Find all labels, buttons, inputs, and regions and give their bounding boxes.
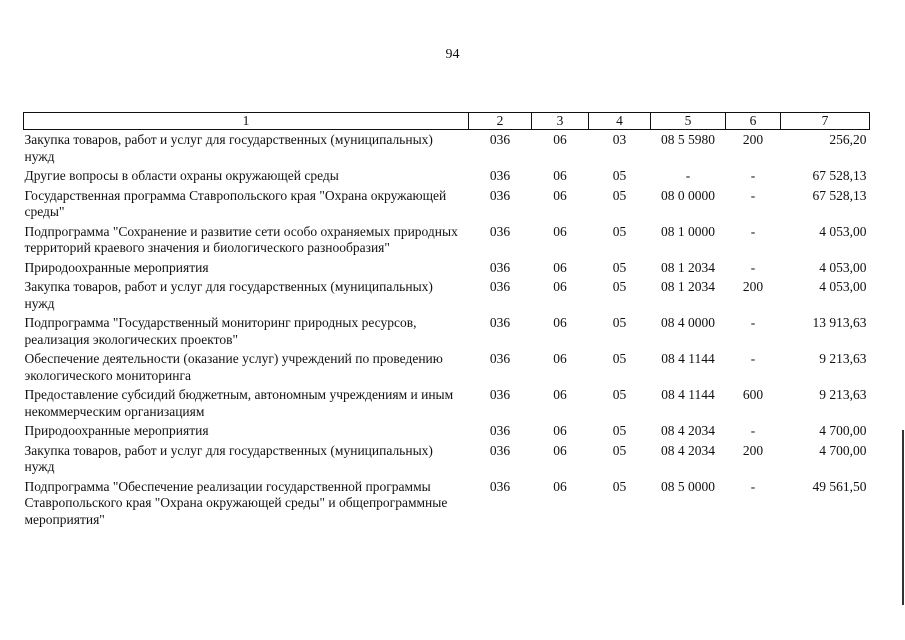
row-amount: 4 700,00 <box>819 442 867 458</box>
row-expense-type: - <box>750 187 756 203</box>
row-amount: 67 528,13 <box>812 187 867 203</box>
row-subsection-code: 03 <box>612 132 627 147</box>
row-ministry-code: 036 <box>489 351 511 366</box>
row-expense-type: - <box>750 259 756 275</box>
row-section-code: 06 <box>553 351 567 366</box>
row-expense-type: - <box>750 315 756 330</box>
row-target-code: - <box>685 168 691 183</box>
row-section-code: 06 <box>553 478 567 494</box>
row-amount: 9 213,63 <box>819 351 867 366</box>
table-row <box>24 313 870 349</box>
row-expense-type: - <box>750 478 756 494</box>
row-ministry-code: 036 <box>489 387 511 402</box>
row-expense-type: - <box>750 423 756 438</box>
row-section-code: 06 <box>553 423 567 438</box>
row-subsection-code: 05 <box>612 259 627 275</box>
row-name: Закупка товаров, работ и услуг для государственных (муниципальных) нужд <box>24 442 433 474</box>
row-target-code: 08 5 0000 <box>661 478 715 494</box>
row-ministry-code: 036 <box>489 132 511 147</box>
row-target-code: 08 4 1144 <box>661 351 715 366</box>
row-section-code: 06 <box>553 442 567 458</box>
row-amount: 49 561,50 <box>812 478 867 494</box>
row-name: Подпрограмма "Государственный мониторинг природных ресурсов, реализация экологических проектов" <box>24 315 417 347</box>
row-section-code: 06 <box>553 168 567 183</box>
row-expense-type: - <box>750 351 756 366</box>
table-row <box>24 130 870 167</box>
row-target-code: 08 1 2034 <box>661 279 715 294</box>
row-subsection-code: 05 <box>612 223 627 239</box>
row-amount: 4 700,00 <box>819 423 867 438</box>
row-ministry-code: 036 <box>489 423 511 438</box>
row-target-code: 08 4 2034 <box>661 423 715 438</box>
row-subsection-code: 05 <box>612 279 627 294</box>
row-subsection-code: 05 <box>612 351 627 366</box>
scan-edge-mark <box>902 430 904 605</box>
row-subsection-code: 05 <box>612 423 627 438</box>
row-amount: 4 053,00 <box>819 223 867 239</box>
row-section-code: 06 <box>553 315 567 330</box>
row-section-code: 06 <box>553 279 567 294</box>
table-row <box>24 186 870 222</box>
row-target-code: 08 4 1144 <box>661 387 715 402</box>
row-target-code: 08 1 2034 <box>661 259 715 275</box>
row-expense-type: - <box>750 168 756 183</box>
row-target-code: 08 1 0000 <box>661 223 715 239</box>
row-amount: 13 913,63 <box>812 315 867 330</box>
row-name: Предоставление субсидий бюджетным, автономным учреждениям и иным некоммерческим организациям <box>24 387 454 419</box>
row-ministry-code: 036 <box>489 187 511 203</box>
table-row <box>24 477 870 530</box>
row-name: Обеспечение деятельности (оказание услуг) учреждений по проведению экологического мониторинга <box>24 351 443 383</box>
budget-table <box>23 112 870 529</box>
row-section-code: 06 <box>553 387 567 402</box>
col-header-3: 3 <box>532 113 589 130</box>
row-subsection-code: 05 <box>612 168 627 183</box>
row-subsection-code: 05 <box>612 315 627 330</box>
row-section-code: 06 <box>553 259 567 275</box>
row-section-code: 06 <box>553 187 567 203</box>
row-name: Подпрограмма "Обеспечение реализации государственной программы Ставропольского края "Охрана окружающей среды" и общепрограммные мероприятия" <box>24 478 448 527</box>
row-section-code: 06 <box>553 223 567 239</box>
row-expense-type: 600 <box>742 387 764 402</box>
row-amount: 4 053,00 <box>819 279 867 294</box>
table-row <box>24 349 870 385</box>
row-name: Природоохранные мероприятия <box>24 259 209 275</box>
row-ministry-code: 036 <box>489 315 511 330</box>
page-number: 94 <box>445 47 460 62</box>
row-expense-type: 200 <box>742 132 764 147</box>
row-subsection-code: 05 <box>612 478 627 494</box>
row-expense-type: 200 <box>742 279 764 294</box>
col-header-4: 4 <box>589 113 651 130</box>
table-row <box>24 441 870 477</box>
row-subsection-code: 05 <box>612 387 627 402</box>
row-expense-type: 200 <box>742 442 764 458</box>
col-header-1: 1 <box>24 113 469 130</box>
row-name: Закупка товаров, работ и услуг для государственных (муниципальных) нужд <box>24 132 433 164</box>
row-ministry-code: 036 <box>489 279 511 294</box>
table-row <box>24 222 870 258</box>
row-expense-type: - <box>750 223 756 239</box>
row-name: Закупка товаров, работ и услуг для государственных (муниципальных) нужд <box>24 279 433 311</box>
row-name: Государственная программа Ставропольского края "Охрана окружающей среды" <box>24 187 447 219</box>
row-target-code: 08 5 5980 <box>661 132 715 147</box>
row-subsection-code: 05 <box>612 442 627 458</box>
row-ministry-code: 036 <box>489 223 511 239</box>
row-subsection-code: 05 <box>612 187 627 203</box>
row-amount: 256,20 <box>829 132 867 147</box>
row-target-code: 08 4 0000 <box>661 315 715 330</box>
col-header-6: 6 <box>726 113 781 130</box>
row-amount: 4 053,00 <box>819 259 867 275</box>
row-amount: 67 528,13 <box>812 168 867 183</box>
row-ministry-code: 036 <box>489 442 511 458</box>
row-name: Природоохранные мероприятия <box>24 423 209 438</box>
row-target-code: 08 0 0000 <box>661 187 715 203</box>
row-ministry-code: 036 <box>489 259 511 275</box>
row-ministry-code: 036 <box>489 478 511 494</box>
row-name: Подпрограмма "Сохранение и развитие сети особо охраняемых природных территорий краевого значения и биологического разнообразия" <box>24 223 458 255</box>
col-header-5: 5 <box>651 113 726 130</box>
col-header-7: 7 <box>781 113 870 130</box>
table-row <box>24 421 870 441</box>
row-ministry-code: 036 <box>489 168 511 183</box>
row-name: Другие вопросы в области охраны окружающей среды <box>24 168 339 183</box>
table-row <box>24 385 870 421</box>
row-amount: 9 213,63 <box>819 387 867 402</box>
table-row <box>24 166 870 186</box>
row-section-code: 06 <box>553 132 567 147</box>
row-target-code: 08 4 2034 <box>661 442 715 458</box>
header-row <box>24 113 870 130</box>
table-row <box>24 258 870 278</box>
col-header-2: 2 <box>469 113 532 130</box>
table-row <box>24 277 870 313</box>
